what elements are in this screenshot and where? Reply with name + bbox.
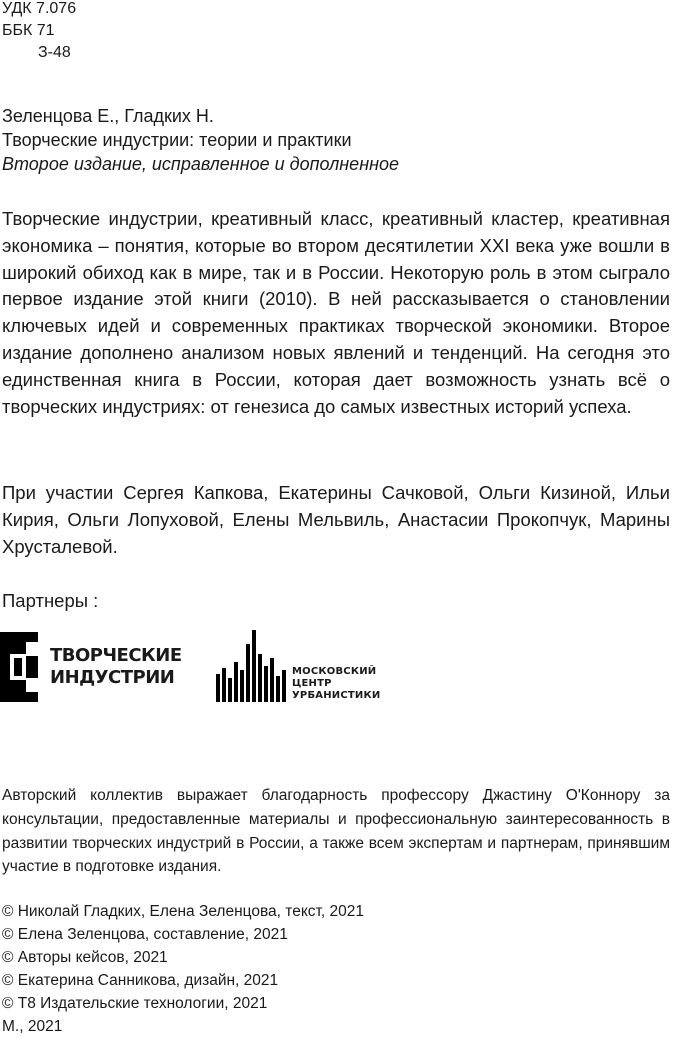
publication-place-year: М., 2021 bbox=[2, 1018, 63, 1035]
copyright-block bbox=[2, 900, 364, 1038]
acknowledgement-paragraph: Авторский коллектив выражает благодарность профессору Джастину О'Коннору за консультации, предоставленные материалы и профессиональную заинтересованность в развитии творческих индустрий в России, а также всем экспертам и партнерам, принявшим участие в подготовке издания. bbox=[2, 787, 670, 876]
udk-code: УДК 7.076 bbox=[2, 0, 77, 17]
creative-industries-icon bbox=[0, 632, 40, 702]
logo2-line1: МОСКОВСКИЙ bbox=[292, 666, 377, 677]
copyright-line: © Авторы кейсов, 2021 bbox=[2, 949, 168, 966]
annotation-paragraph: Творческие индустрии, креативный класс, креативный кластер, креативная экономика – понятия, которые во втором десятилетии XXI века уже вошли в широкий обиход как в мире, так и в России. Некоторую роль в этом сыграло первое издание этой книги (2010). В ней рассказывается о становлении ключевых идей и современных практиках творческой экономики. Второе издание дополнено анализом новых явлений и тенденций. На сегодня это единственная книга в России, которая дает возможность узнать всё о творческих индустриях: от генезиса до самых известных историй успеха. bbox=[2, 208, 670, 417]
book-title: Творческие индустрии: теории и практики bbox=[2, 130, 352, 150]
book-header bbox=[2, 104, 399, 176]
logo1-line2: ИНДУСТРИИ bbox=[50, 667, 175, 688]
copyright-line: © Николай Гладких, Елена Зеленцова, текст, 2021 bbox=[2, 903, 365, 920]
classification-codes bbox=[2, 0, 76, 64]
logo2-line2: ЦЕНТР bbox=[292, 678, 332, 689]
logo1-line1: ТВОРЧЕСКИЕ bbox=[50, 645, 182, 666]
copyright-line: © Елена Зеленцова, составление, 2021 bbox=[2, 926, 288, 943]
copyright-line: © Екатерина Санникова, дизайн, 2021 bbox=[2, 972, 279, 989]
author-sign: З-48 bbox=[38, 44, 71, 61]
creative-industries-logo bbox=[0, 632, 190, 702]
skyline-icon bbox=[216, 630, 288, 702]
logo2-line3: УРБАНИСТИКИ bbox=[292, 690, 381, 701]
book-authors: Зеленцова Е., Гладких Н. bbox=[2, 106, 214, 126]
copyright-line: © Т8 Издательские технологии, 2021 bbox=[2, 995, 268, 1012]
urban-center-logo bbox=[216, 630, 416, 702]
bbk-code: ББК 71 bbox=[2, 22, 55, 39]
book-edition: Второе издание, исправленное и дополненное bbox=[2, 154, 400, 174]
partners-label: Партнеры : bbox=[2, 590, 99, 611]
participants-paragraph: При участии Сергея Капкова, Екатерины Сачковой, Ольги Кизиной, Ильи Кирия, Ольги Лопуховой, Елены Мельвиль, Анастасии Прокопчук, Марины Хрусталевой. bbox=[2, 482, 670, 557]
